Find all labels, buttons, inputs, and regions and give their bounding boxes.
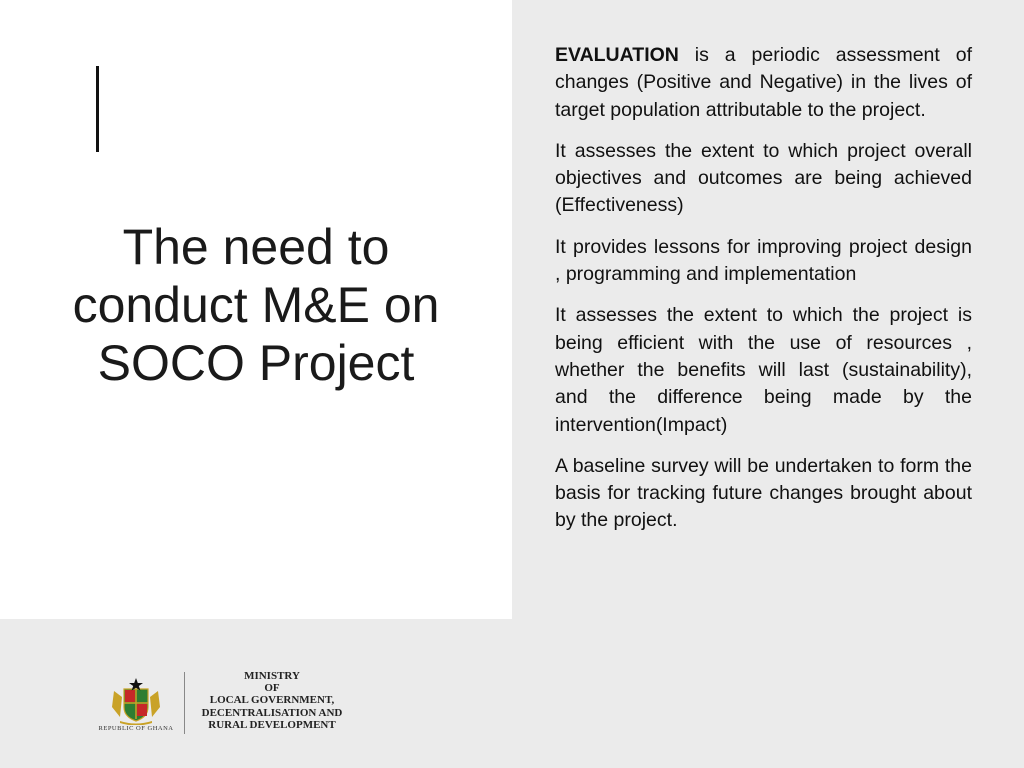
ministry-name	[196, 670, 348, 731]
ministry-line: MINISTRY	[244, 670, 300, 682]
body-text	[555, 42, 972, 549]
evaluation-term: EVALUATION	[555, 44, 679, 66]
title-line: conduct M&E on	[72, 277, 440, 333]
ministry-line: LOCAL GOVERNMENT,	[209, 694, 335, 707]
republic-label: REPUBLIC OF GHANA	[98, 725, 174, 732]
title-line: The need to	[122, 219, 390, 275]
paragraph-efficiency: It assesses the extent to which the project is being efficient with the use of resources , whether the benefits will last (sustainability), and the difference being made by the intervention(Impact)	[555, 304, 972, 436]
ministry-line: RURAL DEVELOPMENT	[208, 718, 336, 731]
paragraph-evaluation	[555, 42, 972, 124]
coat-of-arms-icon	[108, 677, 164, 725]
paragraph-baseline: A baseline survey will be undertaken to form the basis for tracking future changes brought about by the project.	[555, 454, 972, 532]
ministry-line: OF	[264, 682, 280, 695]
evaluation-definition: is a periodic assessment of changes (Positive and Negative) in the lives of target population attributable to the project.	[555, 44, 972, 121]
slide-title	[30, 218, 482, 392]
paragraph-lessons: It provides lessons for improving project design , programming and implementation	[555, 235, 972, 286]
accent-bar	[96, 66, 99, 152]
logo-divider	[184, 672, 185, 734]
title-line: SOCO Project	[97, 335, 415, 391]
paragraph-effectiveness: It assesses the extent to which project overall objectives and outcomes are being achieved (Effectiveness)	[555, 139, 972, 217]
ministry-line: DECENTRALISATION AND	[201, 706, 343, 719]
